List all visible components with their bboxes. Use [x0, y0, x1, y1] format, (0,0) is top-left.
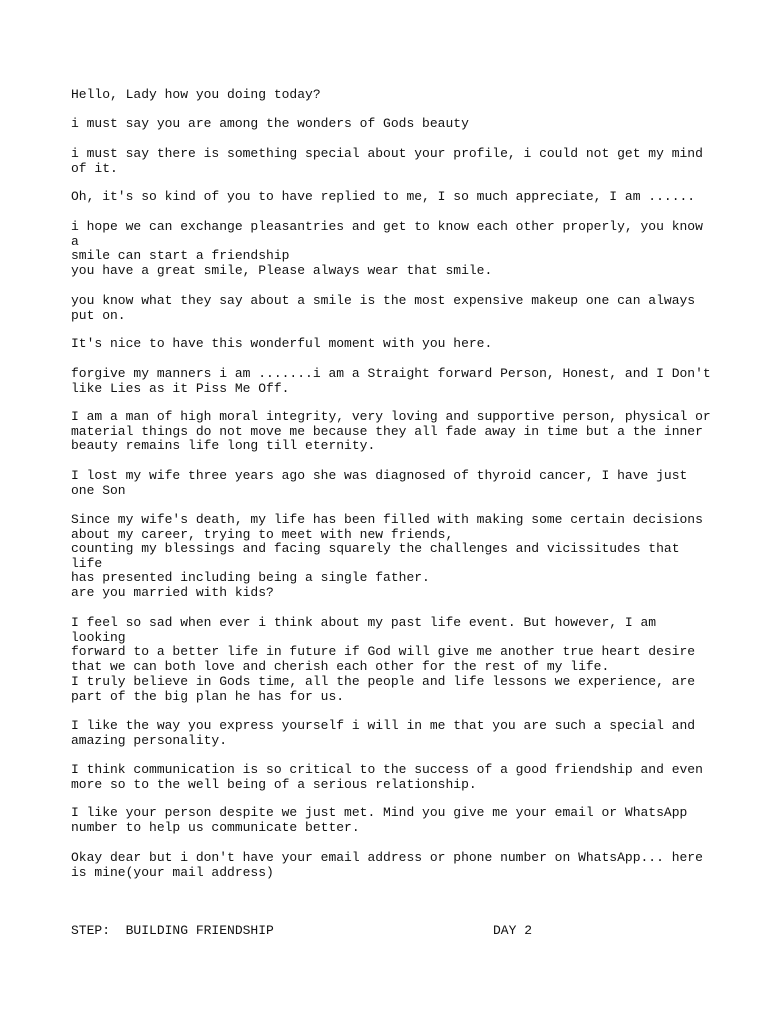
paragraph-lost-wife: I lost my wife three years ago she was diagnosed of thyroid cancer, I have just one Son — [71, 468, 688, 498]
paragraph-pleasantries: i hope we can exchange pleasantries and get to know each other properly, you know a smile can start a friendship — [71, 219, 703, 264]
paragraph-feel-sad: I feel so sad when ever i think about my past life event. But however, I am looking forward to a better life in future if God will give me another true heart desire that we can both love and cherish each other for the rest of my life. — [71, 615, 696, 674]
paragraph-wonderful-moment: It's nice to have this wonderful moment with you here. — [71, 336, 493, 351]
footer-day-label: DAY 2 — [493, 923, 533, 938]
paragraph-communication: I think communication is so critical to the success of a good friendship and even more so to the well being of a serious relationship. — [71, 762, 703, 792]
paragraph-profile: i must say there is something special about your profile, i could not get my mind of it. — [71, 146, 703, 176]
paragraph-reply-thanks: Oh, it's so kind of you to have replied to me, I so much appreciate, I am ...... — [71, 189, 696, 204]
footer-step-label: STEP: BUILDING FRIENDSHIP — [71, 923, 274, 938]
paragraph-okay-dear: Okay dear but i don't have your email address or phone number on WhatsApp... here is mine(your mail address) — [71, 850, 703, 880]
paragraph-greeting: Hello, Lady how you doing today? — [71, 87, 321, 102]
paragraph-since-death: Since my wife's death, my life has been filled with making some certain decisions about my career, trying to meet with new friends, counting my blessings and facing squarely the challenges and vicissitudes that life has presented including being a single father. — [71, 512, 703, 586]
paragraph-gods-time: I truly believe in Gods time, all the people and life lessons we experience, are part of the big plan he has for us. — [71, 674, 696, 704]
paragraph-express-yourself: I like the way you express yourself i will in me that you are such a special and amazing personality. — [71, 718, 696, 748]
paragraph-smile-makeup: you know what they say about a smile is the most expensive makeup one can always put on. — [71, 293, 696, 323]
paragraph-email-request: I like your person despite we just met. Mind you give me your email or WhatsApp number to help us communicate better. — [71, 805, 688, 835]
paragraph-compliment: i must say you are among the wonders of Gods beauty — [71, 116, 469, 131]
paragraph-integrity: I am a man of high moral integrity, very loving and supportive person, physical or material things do not move me because they all fade away in time but a the inner beauty remains life long till eternity. — [71, 409, 711, 454]
paragraph-great-smile: you have a great smile, Please always wear that smile. — [71, 263, 493, 278]
paragraph-manners: forgive my manners i am .......i am a Straight forward Person, Honest, and I Don't like Lies as it Piss Me Off. — [71, 366, 711, 396]
paragraph-married-question: are you married with kids? — [71, 585, 274, 600]
